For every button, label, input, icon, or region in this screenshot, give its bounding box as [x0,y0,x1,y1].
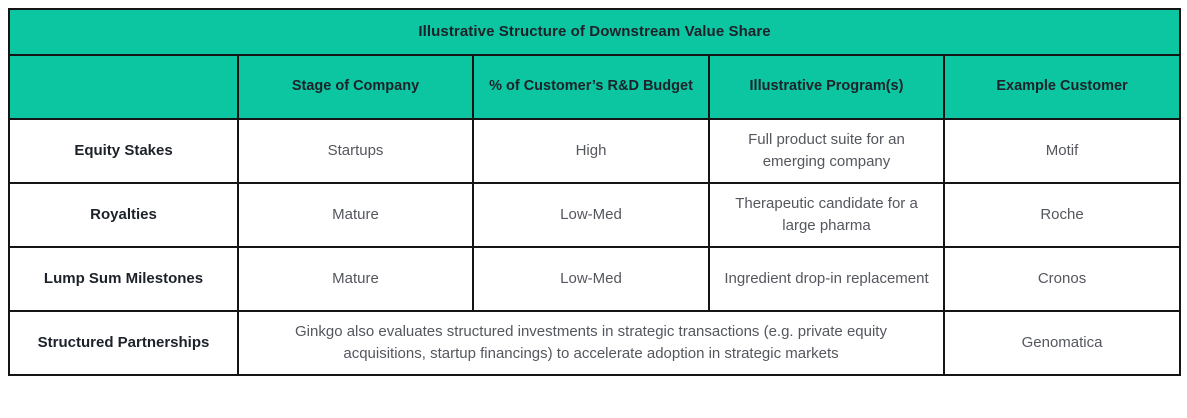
program-cell: Ingredient drop-in replacement [709,247,944,311]
partnership-note-cell: Ginkgo also evaluates structured investments in strategic transactions (e.g. private equity acquisitions, startup financings) to accelerate adoption in strategic markets [238,311,944,375]
program-cell: Therapeutic candidate for a large pharma [709,183,944,247]
table-title-row [9,9,1180,55]
customer-cell: Genomatica [944,311,1180,375]
budget-cell: Low-Med [473,183,709,247]
customer-cell: Roche [944,183,1180,247]
stage-cell: Mature [238,247,473,311]
program-cell: Full product suite for an emerging company [709,119,944,183]
row-label-cell: Royalties [9,183,238,247]
row-royalties [9,183,1180,247]
stage-cell: Startups [238,119,473,183]
budget-cell: High [473,119,709,183]
downstream-value-share-table [8,8,1181,376]
col-header-illustrative-programs: Illustrative Program(s) [709,55,944,119]
col-header-stage-of-company: Stage of Company [238,55,473,119]
customer-cell: Cronos [944,247,1180,311]
row-label-cell: Structured Partnerships [9,311,238,375]
col-header-example-customer: Example Customer [944,55,1180,119]
budget-cell: Low-Med [473,247,709,311]
customer-cell: Motif [944,119,1180,183]
row-structured-partnerships [9,311,1180,375]
col-header-blank [9,55,238,119]
row-label-cell: Lump Sum Milestones [9,247,238,311]
col-header-rd-budget: % of Customer’s R&D Budget [473,55,709,119]
column-header-row [9,55,1180,119]
row-equity-stakes [9,119,1180,183]
row-lump-sum-milestones [9,247,1180,311]
row-label-cell: Equity Stakes [9,119,238,183]
stage-cell: Mature [238,183,473,247]
table-title: Illustrative Structure of Downstream Value Share [9,9,1180,55]
